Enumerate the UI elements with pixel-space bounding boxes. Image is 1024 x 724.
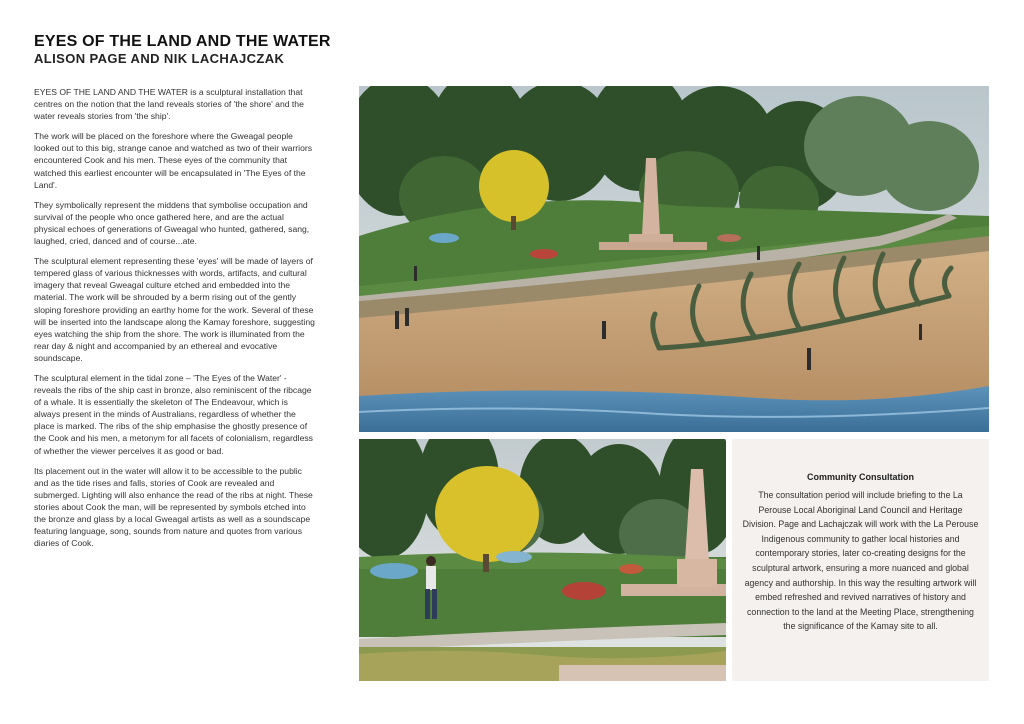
paragraph: Its placement out in the water will allow it to be accessible to the public and as the tide rises and falls, stories of Cook are revealed and submerged. Lighting will also enhance the read of the ribs at night. These stories about Cook the man, will be represented by symbols etched into the bronze and glass by a local Gweagal artists as well as a soundscape featuring language, song, sounds from nature and quotes from various diaries of Cook. [34,465,313,549]
body-text [34,86,316,557]
panel-text: The consultation period will include briefing to the La Perouse Local Aboriginal Land Council and Heritage Division. Page and Lachajczak will work with the La Perouse Indigenous community to gather local histories and contemporary stories, later co-creating designs for the sculptural artwork, ensuring a more nuanced and global agency and authorship. In this way the resulting artwork will embed refreshed and revived narratives of history and connection to the land at the Meeting Place, strengthening the significance of the Kamay site to all. [742,490,979,632]
paragraph: They symbolically represent the middens that symbolise occupation and survival of the people who once gathered here, and are the actual physical echoes of generations of Gweagal who hunted, gathered, sang, laughed, cried, danced and of course...ate. [34,199,310,247]
panel-heading: Community Consultation [807,472,914,482]
paragraph: EYES OF THE LAND AND THE WATER is a sculptural installation that centres on the notion that the land reveals stories of 'the shore' and the water reveals stories from 'the ship'. [34,87,304,122]
page-title: EYES OF THE LAND AND THE WATER [34,33,331,50]
page-subtitle: ALISON PAGE AND NIK LACHAJCZAK [34,51,285,66]
community-consultation-panel [732,439,989,681]
paragraph: The sculptural element representing these 'eyes' will be made of layers of tempered glass of various thicknesses with words, artifacts, and cultural imagery that reveal Gweagal culture etched and embedded into the material. The work will be shrouded by a berm rising out of the gently sloping foreshore providing an earthy home for the work. Several of these will be inserted into the landscape along the Kamay foreshore, suggesting eyes watching the ship from the shore. The work is illuminated from the rear day & night and accompanied by an ethereal and evocative soundscape. [34,256,315,363]
foreshore-rendering-image [359,86,989,432]
mound-rendering-image [359,439,726,681]
paragraph: The work will be placed on the foreshore where the Gweagal people looked out to this big, strange canoe and watched as two of their warriors encountered Cook and his men. These eyes of the community that watched this earliest encounter will be encapsulated in 'The Eyes of the Land'. [34,131,313,190]
paragraph: The sculptural element in the tidal zone – 'The Eyes of the Water' - reveals the ribs of the ship cast in bronze, also reminiscent of the ribcage of a whale. It is essentially the skeleton of The Endeavour, which is always present in the minds of Australians, regardless of whether the place is marked. The ribs of the ship emphasise the ghostly presence of the Cook and his men, a metonym for all facets of colonialism, regardless of whether the viewer perceives it as good or bad. [34,372,313,456]
